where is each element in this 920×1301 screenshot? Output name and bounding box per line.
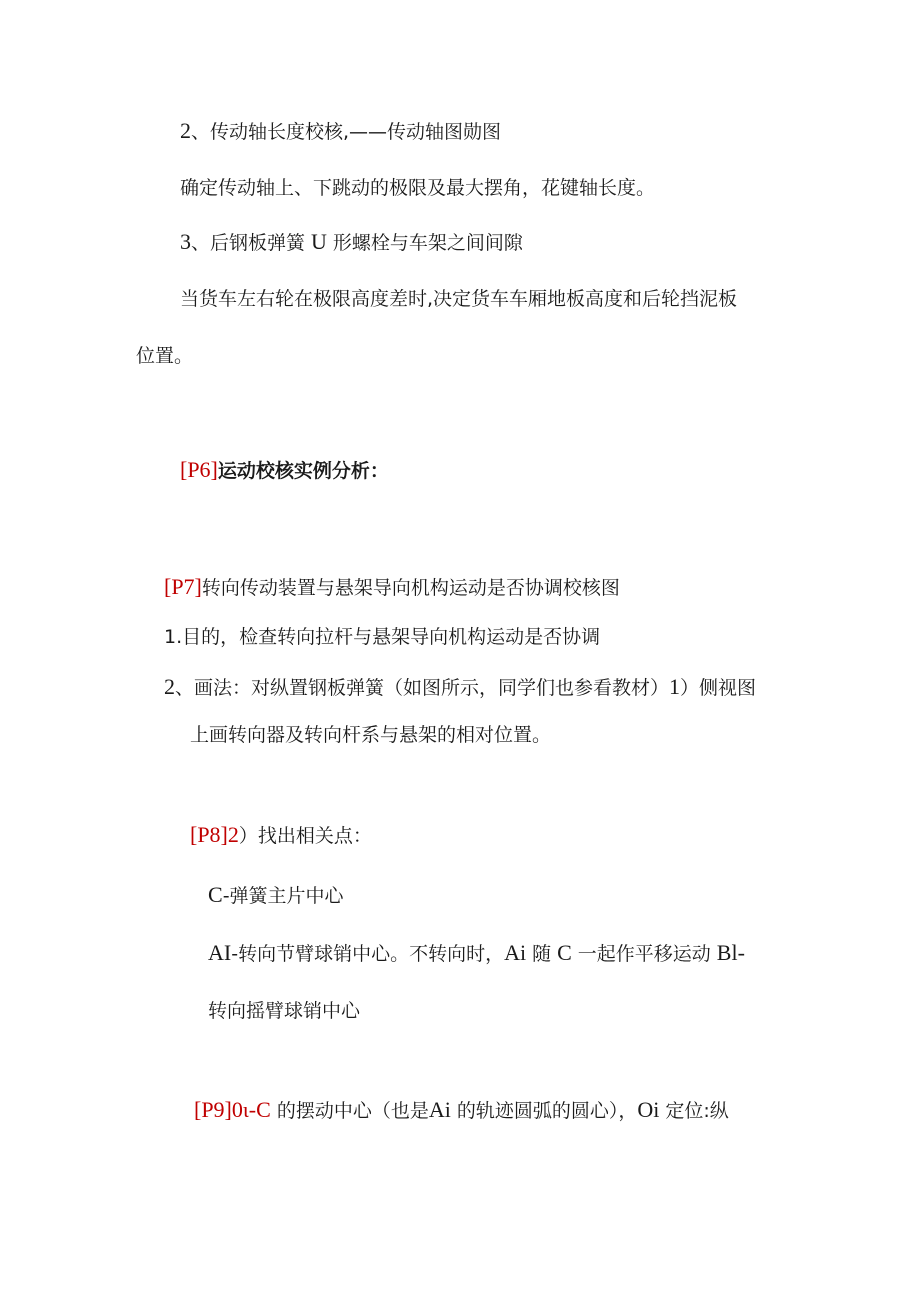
point-text: -转向节臂球销中心。不转向时，	[231, 943, 505, 965]
list-item-method-continued: 上画转向器及转向杆系与悬架的相对位置。	[190, 724, 552, 746]
slide-text: 定位:纵	[665, 1100, 729, 1122]
point-letter: AI	[208, 940, 232, 965]
list-text-a: 、画法：对纵置钢板弹簧（如图所示，同学们也参看教材）	[175, 677, 670, 699]
paragraph-shaft-description: 确定传动轴上、下跳动的极限及最大摆角，花键轴长度。	[180, 177, 656, 199]
point-b-description: 转向摇臂球销中心	[208, 1000, 361, 1022]
slide-p6-heading	[180, 457, 389, 484]
section-heading-leaf-spring	[180, 229, 523, 256]
slide-title: 运动校核实例分析：	[217, 460, 389, 482]
point-text: 随	[532, 943, 552, 965]
paragraph-leaf-spring-line2: 位置。	[136, 345, 194, 367]
section-heading-transmission-shaft	[180, 118, 501, 145]
point-letter: C	[557, 940, 572, 965]
list-subnumber: 1	[669, 674, 681, 699]
slide-tag: [P9]0ι-C	[194, 1097, 271, 1122]
point-text: 一起作平移运动	[577, 943, 711, 965]
point-c-description	[208, 882, 344, 909]
slide-title: ）找出相关点：	[238, 825, 372, 847]
section-heading-text-b: 形螺栓与车架之间间隙	[332, 232, 523, 254]
section-heading-letter: U	[311, 229, 327, 254]
slide-text: 的轨迹圆弧的圆心），	[456, 1100, 638, 1122]
point-text: -弹簧主片中心	[222, 885, 344, 907]
list-text-b: ）侧视图	[680, 677, 757, 699]
section-heading-text-a: 、后钢板弹簧	[191, 232, 306, 254]
slide-p8-heading	[190, 822, 372, 849]
paragraph-leaf-spring-line1: 当货车左右轮在极限高度差时,决定货车车厢地板高度和后轮挡泥板	[180, 288, 738, 310]
slide-text: 的摆动中心（也是	[276, 1100, 429, 1122]
slide-tag: [P8]2	[190, 822, 239, 847]
point-a-description	[208, 940, 745, 967]
section-number: 2	[180, 118, 191, 143]
point-letter: C	[208, 882, 223, 907]
list-number: 2	[164, 674, 175, 699]
slide-tag: [P7]	[164, 574, 202, 599]
point-letter: Bl-	[716, 940, 745, 965]
point-letter: Ai	[428, 1097, 451, 1122]
list-item-method	[164, 674, 756, 701]
slide-title: 转向传动装置与悬架导向机构运动是否协调校核图	[201, 577, 620, 599]
slide-tag: [P6]	[180, 457, 218, 482]
point-letter: Ai	[504, 940, 527, 965]
list-item-purpose: 1.目的，检查转向拉杆与悬架导向机构运动是否协调	[164, 626, 601, 648]
section-heading-text: 、传动轴长度校核,——传动轴图勋图	[191, 121, 502, 143]
section-number: 3	[180, 229, 191, 254]
slide-p7-heading	[164, 574, 620, 601]
slide-p9-heading	[194, 1097, 729, 1124]
point-letter: Oi	[637, 1097, 660, 1122]
